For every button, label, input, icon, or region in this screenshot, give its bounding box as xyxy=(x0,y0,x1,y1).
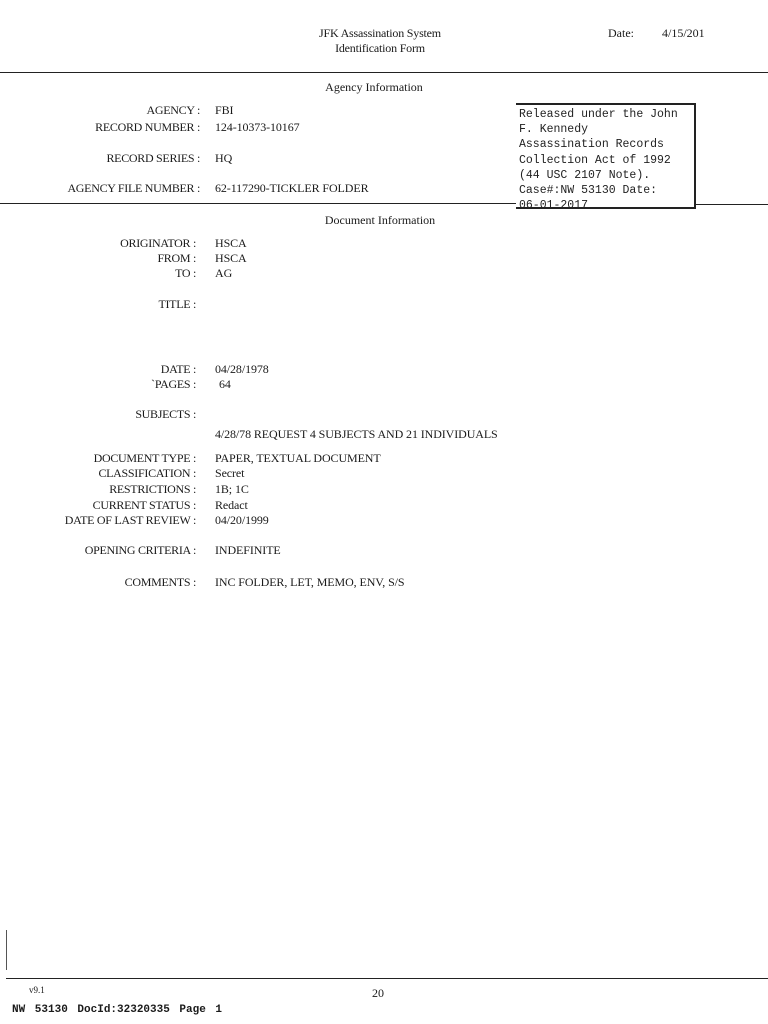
stamp-line: 06-01-2017 xyxy=(519,199,589,213)
from-label: FROM : xyxy=(157,251,196,265)
comments-label: COMMENTS : xyxy=(124,575,196,589)
date-label: Date: xyxy=(608,26,634,40)
document-section-heading: Document Information xyxy=(324,213,436,227)
classification-label: CLASSIFICATION : xyxy=(98,466,196,480)
record-series-label: RECORD SERIES : xyxy=(106,151,200,165)
footer-rule xyxy=(6,978,768,979)
stamp-line: (44 USC 2107 Note). xyxy=(519,168,651,182)
subjects-label: SUBJECTS : xyxy=(135,407,196,421)
stamp-line: Collection Act of 1992 xyxy=(519,153,671,167)
restrictions-label: RESTRICTIONS : xyxy=(109,482,196,496)
to-value: AG xyxy=(215,266,233,280)
record-series-value: HQ xyxy=(215,151,233,165)
release-stamp xyxy=(516,103,696,213)
scan-margin-line xyxy=(6,930,7,970)
last-review-value: 04/20/1999 xyxy=(215,513,269,527)
opening-criteria-label: OPENING CRITERIA : xyxy=(84,543,196,557)
comments-value: INC FOLDER, LET, MEMO, ENV, S/S xyxy=(215,575,405,589)
title-label: TITLE : xyxy=(158,297,196,311)
stamp-line: Case#:NW 53130 Date: xyxy=(519,184,658,198)
form-title: Identification Form xyxy=(335,41,425,55)
subjects-value: 4/28/78 REQUEST 4 SUBJECTS AND 21 INDIVIDUALS xyxy=(215,427,498,441)
date-value: 4/15/201 xyxy=(662,26,705,40)
stamp-line: Released under the John xyxy=(519,108,678,121)
agency-label: AGENCY : xyxy=(146,103,200,117)
opening-criteria-value: INDEFINITE xyxy=(215,543,281,557)
document-type-label: DOCUMENT TYPE : xyxy=(93,451,196,465)
agency-file-number-value: 62-117290-TICKLER FOLDER xyxy=(215,181,369,195)
stamp-line: Assassination Records xyxy=(519,138,664,152)
page-number: 20 xyxy=(372,986,384,1000)
document-type-value: PAPER, TEXTUAL DOCUMENT xyxy=(215,451,381,465)
record-number-label: RECORD NUMBER : xyxy=(95,120,200,134)
document-id: NW 53130 DocId:32320335 Page 1 xyxy=(12,1004,223,1016)
from-value: HSCA xyxy=(215,251,247,265)
system-title: JFK Assassination System xyxy=(319,26,441,40)
originator-value: HSCA xyxy=(215,236,247,250)
section-rule-right xyxy=(696,204,768,205)
originator-label: ORIGINATOR : xyxy=(120,236,196,250)
agency-section-heading: Agency Information xyxy=(325,80,423,94)
stamp-line: F. Kennedy xyxy=(519,123,589,137)
section-rule-left xyxy=(0,203,516,204)
date-field-value: 04/28/1978 xyxy=(215,362,269,376)
pages-label: `PAGES : xyxy=(151,377,196,391)
agency-file-number-label: AGENCY FILE NUMBER : xyxy=(67,181,200,195)
classification-value: Secret xyxy=(215,466,245,480)
current-status-value: Redact xyxy=(215,498,248,512)
to-label: TO : xyxy=(175,266,196,280)
current-status-label: CURRENT STATUS : xyxy=(92,498,196,512)
version-label: v9.1 xyxy=(29,985,45,995)
restrictions-value: 1B; 1C xyxy=(215,482,249,496)
last-review-label: DATE OF LAST REVIEW : xyxy=(64,513,196,527)
agency-value: FBI xyxy=(215,103,234,117)
record-number-value: 124-10373-10167 xyxy=(215,120,300,134)
header-rule xyxy=(0,72,768,73)
date-field-label: DATE : xyxy=(160,362,196,376)
pages-value: 64 xyxy=(219,377,231,391)
